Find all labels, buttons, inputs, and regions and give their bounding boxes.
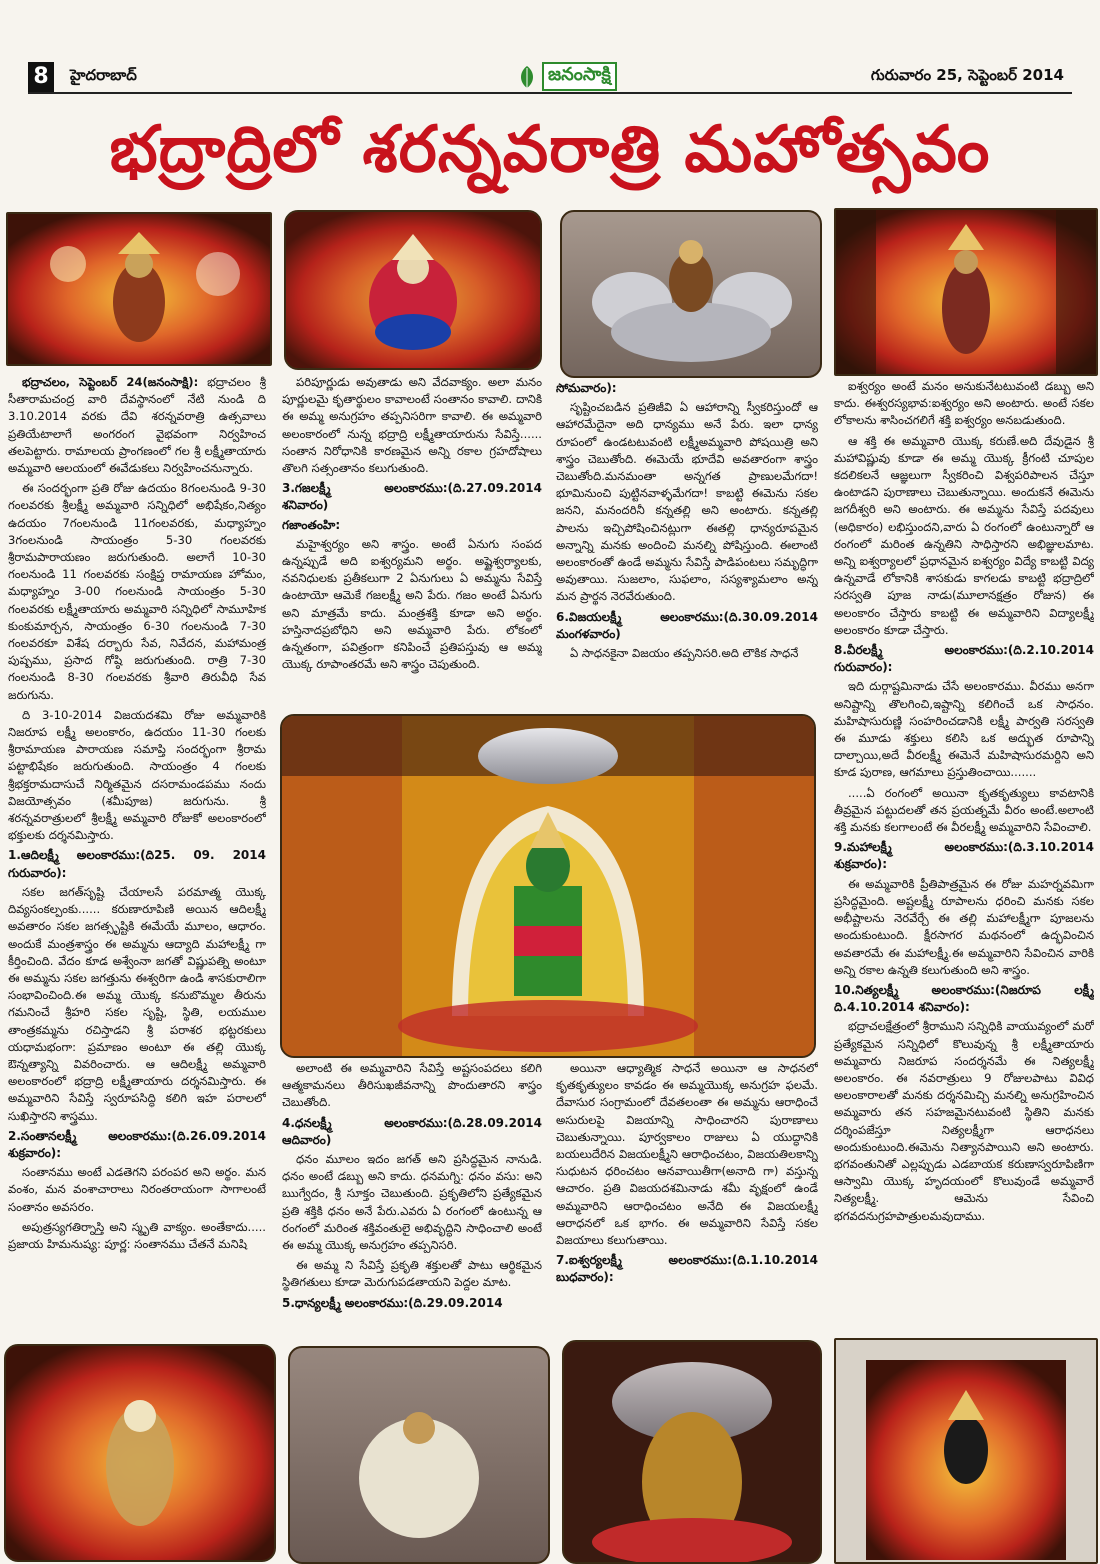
- section-heading: 6.విజయలక్ష్మీ అలంకారము:(ది.30.09.2014 మంగళవారం): [556, 609, 818, 641]
- goddess-dhanyalakshmi-photo: [288, 1346, 550, 1564]
- paragraph: భద్రాచలం శ్రీ సీతారామచంద్ర వారి దేవస్థానంలో నేటి నుండి ది 3.10.2014 వరకు దేవి శరన్నవరాత్రి ఉత్సవాలు ప్రతియేటాలాగే అంగరంగ వైభవంగా నిర్వహించ తలపెట్టారు. రామాలయ ప్రాంగణంలో గల శ్రీ లక్ష్మీతాయారు అమ్మవారి ఆలయంలో ఈవేడుకలు నిర్వహించనున్నారు.: [8, 375, 266, 476]
- edition-city: హైదరాబాద్: [70, 66, 137, 84]
- paragraph: అయినా ఆధ్యాత్మిక సాధనే అయినా ఆ సాధనలో కృతకృత్యులం కావడం ఈ అమ్మయొక్క అనుగ్రహ ఫలమే. దేవాసుర సంగ్రామంలో దేవతలంతా ఈ అమ్మను ఆరాధించే అసురులపై విజయాన్ని సాధించారని పురాణాలు చెబుతున్నాయి. పూర్వకాలం రాజులు ఏ యుద్ధానికి బయలుదేరిన విజయలక్ష్మీని ఆరాధించటం, విజయతిలకాన్ని సుధుటన ధరించటం ఆనవాయితీగా(అనాది గా) వస్తున్న ఆచారం. ప్రతి విజయదశమినాడు శమీ వృక్షంలో ఉండే అమ్మవారిని ఆరాధించటం అనేది ఈ విజయలక్ష్మీ ఆరాధనలో ఒక భాగం. ఈ అమ్మవారిని సేవిస్తే సకల విజయాలు కలుగుతాయి.: [556, 1061, 818, 1248]
- masthead-leaf-icon: [516, 64, 538, 90]
- issue-date: గురువారం 25, సెప్టెంబర్ 2014: [870, 66, 1064, 84]
- paragraph: పరిపూర్ణుడు అవుతాడు అని వేదవాక్యం. అలా మనం పూర్ణులమై కృతార్థులం కావాలంటే సంతానం కావాలి. దానికి ఈ అమ్మ అనుగ్రహం తప్పనిసరిగా కావాలి. ఈ అమ్మవారి అలంకారంలో నున్న భద్రాద్రి లక్ష్మీతాయారును సేవిస్తే...... సంతాన నిరోధానికి కారణమైన అన్ని రకాల గ్రహదోషాలు తొలగి సత్సంతానం కలుగుతుంది.: [282, 375, 542, 476]
- paragraph: ఈ సందర్భంగా ప్రతి రోజు ఉదయం 8గంలనుండి 9-30 గంలవరకు శ్రీలక్ష్మీ అమ్మవారి సన్నిధిలో అభిషేకం,నిత్యం ఉదయం 7గంలనుండి 11గంలవరకు, మధ్యాహ్నం 3గంలనుండి సాయంత్రం 5-30 గంలవరకు శ్రీరామపారాయణం జరుగుతుంది. అలాగే 10-30 గంలనుండి 11 గంలవరకు సంక్షిప్త రామాయణ హోమం, మధ్యాహ్నం 3-00 గంలనుండి సాయంత్రం 5-30 గంలవరకు లక్ష్మీతాయారు అమ్మవారి సన్నిధిలో సామూహిక కుంకుమార్చన, సాయంత్రం 6-30 గంలనుండి 7-30 గంలవరకూ విశేష దర్బారు సేవ, నివేదన, మహామంత్ర పుష్పము, ప్రసాద గోష్ఠి జరుగుతుంది. రాత్రి 7-30 గంలనుండి 8-30 గంలవరకు శ్రీవారి తిరువీధి సేవ జరుగును.: [8, 481, 266, 702]
- goddess-aishwaryalakshmi-photo: [562, 1340, 822, 1564]
- article-column-3-bottom: [556, 1060, 818, 1332]
- section-heading: 8.వీరలక్ష్మీ అలంకారము:(ది.2.10.2014 గురువారం):: [834, 643, 1094, 675]
- section-heading: 7.ఐశ్వర్యలక్ష్మీ అలంకారము:(ది.1.10.2014 బుధవారం):: [556, 1253, 818, 1285]
- page-headline: భద్రాద్రిలో శరన్నవరాత్రి మహోత్సవం: [109, 113, 991, 187]
- section-heading: 4.ధనలక్ష్మీ అలంకారము:(ది.28.09.2014 ఆదివారం): [282, 1115, 542, 1147]
- article-column-4: [834, 378, 1094, 1330]
- section-heading: 3.గజలక్ష్మీ అలంకారము:(ది.27.09.2014 శనివారం): [282, 481, 542, 513]
- paragraph: ఏ సాధనకైనా విజయం తప్పనిసరి.అది లౌకిక సాధనే: [570, 646, 799, 661]
- paragraph: భద్రాచలక్షేత్రంలో శ్రీరాముని సన్నిధికి వాయువ్యంలో మరో ప్రత్యేకమైన సన్నిధిలో కొలువున్న శ్రీ లక్ష్మీతాయారు అమ్మవారు నిజరూప సందర్శనమే ఈ నిత్యలక్ష్మీ అలంకారం. ఈ నవరాత్రులు 9 రోజులపాటు వివిధ అలంకారాలతో మనకు దర్శనమిచ్చి మనల్ని అనుగ్రహించిన అమ్మవారు తన సహజమైనటువంటి స్థితిని మనకు దర్శింపజేస్తూ నిత్యలక్ష్మీగా ఆరాధనలు అందుకుంటుంది.ఈమెను నిత్యానపాయిని అని అంటారు. భగవంతునితో ఎల్లప్పుడు ఎడబాయక కరుణాస్వరూపిణిగా ఆస్వామి యొక్క హృదయంలో కొలువుండే అమ్మవారే నిత్యలక్ష్మీ. ఆమెను సేవించి భగవదనుగ్రహపాత్రులమవుదాము.: [834, 1019, 1094, 1223]
- article-column-3-top: [556, 378, 818, 708]
- article-column-2-bottom: [282, 1060, 542, 1332]
- goddess-veeralakshmi-photo: [834, 208, 1098, 376]
- paragraph: ది 3-10-2014 విజయదశమి రోజు అమ్మవారికి నిజరూప లక్ష్మీ అలంకారం, ఉదయం 11-30 గంలకు శ్రీరామాయణ పారాయణ సమాప్తి సందర్భంగా శ్రీరామ పట్టాభిషేకం జరుగుతుంది. సాయంత్రం 4 గంలకు శ్రీభక్తరామదాసుచే నిర్మితమైన దసరామండపము నందు విజయోత్సవం (శమీపూజ) జరుగును. శ్రీ శరన్నవరాత్రులలో శ్రీలక్ష్మీ అమ్మవారి రోజుకో అలంకారంలో భక్తులకు దర్శనమిస్తారు.: [8, 707, 266, 843]
- dateline-lead: భద్రాచలం, సెప్టెంబర్ 24(జనంసాక్షి):: [22, 375, 199, 389]
- masthead: [516, 62, 617, 91]
- main-deity-photo: [280, 714, 816, 1058]
- article-column-1: [8, 374, 266, 1332]
- section-heading: 5.ధాన్యలక్ష్మీ అలంకారము:(ది.29.09.2014: [282, 1295, 503, 1310]
- paragraph: ఐశ్వర్యం అంటే మనం అనుకునేటటువంటి డబ్బు అని కాదు. ఈశ్వరస్యభావ:ఐశ్వర్యం అని అంటారు. అంటే సకల లోకాలను శాసించగలిగే శక్తి ఐశ్వర్యం అనబడుతుంది.: [834, 379, 1094, 428]
- paragraph: ఇది దుర్గాష్టమినాడు చేసే అలంకారము. వీరము అనగా అనిష్టాన్ని తొలగించి,ఇష్టాన్ని కలిగించే ఒక సాధనం. మహిషాసురుణ్ణి సంహరించడానికి లక్ష్మీ పార్వతి సరస్వతి ఈ మూడు శక్తులు కలిసి ఒక అద్భుత రూపాన్ని దాల్చాయి,అదే వీరలక్ష్మీ ఈమెనే మహిషాసురమర్దిని అని కూడ పురాణ, ఆగమాలు ప్రస్తుతించాయి.......: [834, 679, 1094, 780]
- paragraph: .....ఏ రంగంలో అయినా కృతకృత్యులు కావటానికి తీవ్రమైన పట్టుదలతో తన ప్రయత్నమే వీరం అంటే.అలాంటి శక్తి మనకు కలగాలంటే ఈ వీరలక్ష్మీ అమ్మవారిని సేవించాలి.: [834, 785, 1094, 835]
- masthead-title: జనంసాక్షి: [542, 62, 617, 91]
- section-heading: సోమవారం):: [556, 381, 617, 395]
- paragraph: ఆ శక్తి ఈ అమ్మవారి యొక్క కరుణే.అది దేవుడైన శ్రీ మహావిష్ణువు కూడా ఈ అమ్మ యొక్క క్రీగంటి చూపుల కదలికలనే ఆజ్ఞలుగా స్వీకరించి విశ్వపరిపాలన చేస్తూ ఉంటాడని పురాణాలు చెబుతున్నాయి. అందుకనే ఈమెను జగదీశ్వరి అని అంటారు. ఈ అమ్మను సేవిస్తే పదవులు (అధికారం) లభిస్తుందని,వారు ఏ రంగంలో ఉంటున్నారో ఆ రంగంలో మరింత ఉన్నతిని సాధిస్తారని అభిజ్ఞులమాట. అన్ని ఐశ్వర్యాలలో ప్రధానమైన ఐశ్వర్యం విద్యే కాబట్టి విద్య ఉన్నవాడే లోకానికి శాసకుడు కాగలడు కాబట్టి భద్రాద్రిలో సరస్వతి పూజ నాడు(మూలానక్షత్రం రోజున) ఈ అలంకారం చేస్తారు కాబట్టి ఈ అమ్మవారిని విద్యాలక్ష్మీ అలంకారం కూడా చేస్తారు.: [834, 433, 1094, 637]
- paragraph: సకల జగత్‌సృష్టి చేయాలసే పరమాత్మ యొక్క దివ్యసంకల్పంకు...... కరుణారూపిణి అయిన ఆదిలక్ష్మీ అవతారం సకల జగత్సృష్టికి ఈమేయే మూలం, ఆధారం. అందుకే మంత్రశాస్త్రం ఈ అమ్మను ఆద్యాది మహాలక్ష్మీ గా కీర్తించింది. వేదం కూడ అశ్వేంనా జగతో విష్ణుపత్ని అంటూ ఈ అమ్మను సకల జగత్తును ఈశ్వరిగా ఉండి శాసకురాలిగా సంభావించింది.ఈ అమ్మ యొక్క కనుబొమ్మల తీరును గమనించే శ్రీహరి సకల సృష్టి, స్థితి, లయముల తాంత్రకమ్మను రచిస్తాడని శ్రీ పరాశర భట్టరకులు యధామభంగా: ప్రమాణం అంటూ ఈ తల్లి యొక్క ఔన్నత్యాన్ని వివరించారు. ఆ ఆదిలక్ష్మీ అమ్మవారి అలంకారంలో భద్రాద్రి లక్ష్మీతాయారు దర్శనమిస్తారు. ఈ అమ్మవారిని సేవిస్తే స్వరూపసిద్ధి కలిగి ఇహ పరాలలో సుఖిస్తారని శాస్త్రము.: [8, 884, 266, 1123]
- goddess-nityalakshmi-photo: [834, 1338, 1098, 1564]
- paragraph: మహైశ్వర్యం అని శాస్త్రం. అంటే ఏనుగు సంపద ఉన్నప్పుడే అది ఐశ్వర్యమని అర్థం. అష్టైశ్వర్యాలకు, నవనిధులకు ప్రతీకలుగా 2 ఏనుగులు ఏ అమ్మను సేవిస్తే ఉంటాయో ఆమెకే గజలక్ష్మీ అని పేరు. గజం అంటే ఏనుగు అని మాత్రమే కాదు. మంత్రశక్తి కూడా అని అర్థం. హస్తినాదప్రబోధిని అని అమ్మవారి పేరు. లోకంలో ఉన్నతంగా, పవిత్రంగా కనిపించే ప్రతిపస్తువు ఆ అమ్మ యొక్క రూపాంతరమే అని శాస్త్రం చెపుతుంది.: [282, 536, 542, 672]
- paragraph: ఈ అమ్మవారికి ప్రీతిపాత్రమైన ఈ రోజు మహర్నవమిగా ప్రసిద్ధమైంది. అష్టలక్ష్మీ రూపాలను ధరించి మనకు సకల అభీష్టాలను నెరవేర్చే ఈ తల్లి మహాలక్ష్మీగా పూజలను అందుకుంటుంది. క్షీరసాగర మథనంలో ఉద్భవించిన అవతారమే ఈ మహాలక్ష్మీ.ఈ అమ్మవారిని సేవించిన వారికి అన్ని రకాల ఉన్నతి కలుగుతుంది అని శాస్త్రం.: [834, 876, 1094, 977]
- page-number: 8: [28, 62, 54, 92]
- section-heading: 1.ఆదిలక్ష్మీ అలంకారము:(ది25. 09. 2014 గురువారం):: [8, 848, 266, 880]
- paragraph: ఈ అమ్మ ని సేవిస్తే ప్రకృతి శక్తులతో పాటు ఆర్థికమైన స్థితిగతులు కూడా మెరుగుపడతాయని పెద్దల మాట.: [282, 1258, 542, 1290]
- paragraph: ధనం మూలం ఇదం జగత్ అని ప్రసిద్ధమైన నానుడి. ధనం అంటే డబ్బు అని కాదు. ధనమగ్ని: ధనం వసు: అని ఋగ్వేదం, శ్రీ సూక్తం చెబుతుంది. ప్రకృతిలోని ప్రత్యేకమైన ప్రతి శక్తికి ధనం అనే పేరు.ఎవరు ఏ రంగంలో ఉంటున్న ఆ రంగంలో మరింత శక్తివంతులై అభివృద్ధిని సాధించాలి అంటే ఈ అమ్మ యొక్క అనుగ్రహం తప్పనిసరి.: [282, 1152, 542, 1253]
- paragraph: అలాంటి ఈ అమ్మవారిని సేవిస్తే అష్టసంపదలు కలిగి ఆత్మకామనలు తీరిసుఖజీవనాన్ని పొందుతారని శాస్త్రం చెబుతోంది.: [282, 1061, 542, 1110]
- goddess-gajalakshmi-photo: [560, 210, 822, 378]
- goddess-santhanalakshmi-photo: [284, 210, 542, 370]
- paragraph: అపుత్రస్యగతిర్నాస్తి అని స్మృతి వాక్యం. అంతేకాదు..... ప్రజాయ హిమనుష్య: పూర్ణ: సంతానము చేతనే మనిషి: [8, 1219, 266, 1251]
- section-subheading: గజాంతంహి:: [282, 517, 341, 532]
- section-heading: 9.మహాలక్ష్మీ అలంకారము:(ది.3.10.2014 శుక్రవారం):: [834, 840, 1094, 872]
- section-heading: 2.సంతానలక్ష్మీ అలంకారము:(ది.26.09.2014 శుక్రవారం):: [8, 1128, 266, 1160]
- page-header: [28, 62, 1072, 94]
- goddess-dhanalakshmi-photo: [4, 1344, 276, 1562]
- article-column-2-top: [282, 374, 542, 704]
- paragraph: సంతానము అంటే ఎడతెగని పరంపర అని అర్థం. మన వంశం, మన వంశాచారాలు నిరంతరాయంగా సాగాలంటే సంతానం అవసరం.: [8, 1165, 266, 1214]
- section-heading: 10.నిత్యలక్ష్మీ అలంకారము:(నిజరూప లక్ష్మీ ది.4.10.2014 శనివారం):: [834, 982, 1094, 1015]
- paragraph: సృష్టించబడిన ప్రతిజీవి ఏ ఆహారాన్ని స్వీకరిస్తుందో ఆ ఆహారమేదైనా అది ధాన్యము అనే పేరు. ఇలా ధాన్య రూపంలో ఉండటటువంటి లక్ష్మీఅమ్మవారి పోషయిత్రి అని శాస్త్రం చెబుతోంది. ఈమెయే భూదేవి అవతారంగా శాస్త్రం చెబుతోంది.మనమంతా అన్నగత ప్రాణులమేగదా! భూమినుంచి పుట్టినవాళ్ళమేగదా! కాబట్టి ఈమెను సకల జనని, మనందరినీ కన్నతల్లి అని అంటారు. కన్నతల్లి పాలను ఇచ్చిపోషించినట్లుగా ఈతల్లి ధాన్యరూపమైన అన్నాన్ని మనకు అందించి మనల్ని పోషిస్తుంది. ఈలాంటి అలంకారంతో ఉండే అమ్మను సేవిస్తే పాడిపంటలు సమృద్ధిగా అవుతాయి. సుజలాం, సుఫలాం, సస్యశ్యామలాం అన్న మన ప్రార్థన నెరవేరుతుంది.: [556, 400, 818, 604]
- goddess-adilakshmi-photo: [6, 212, 272, 366]
